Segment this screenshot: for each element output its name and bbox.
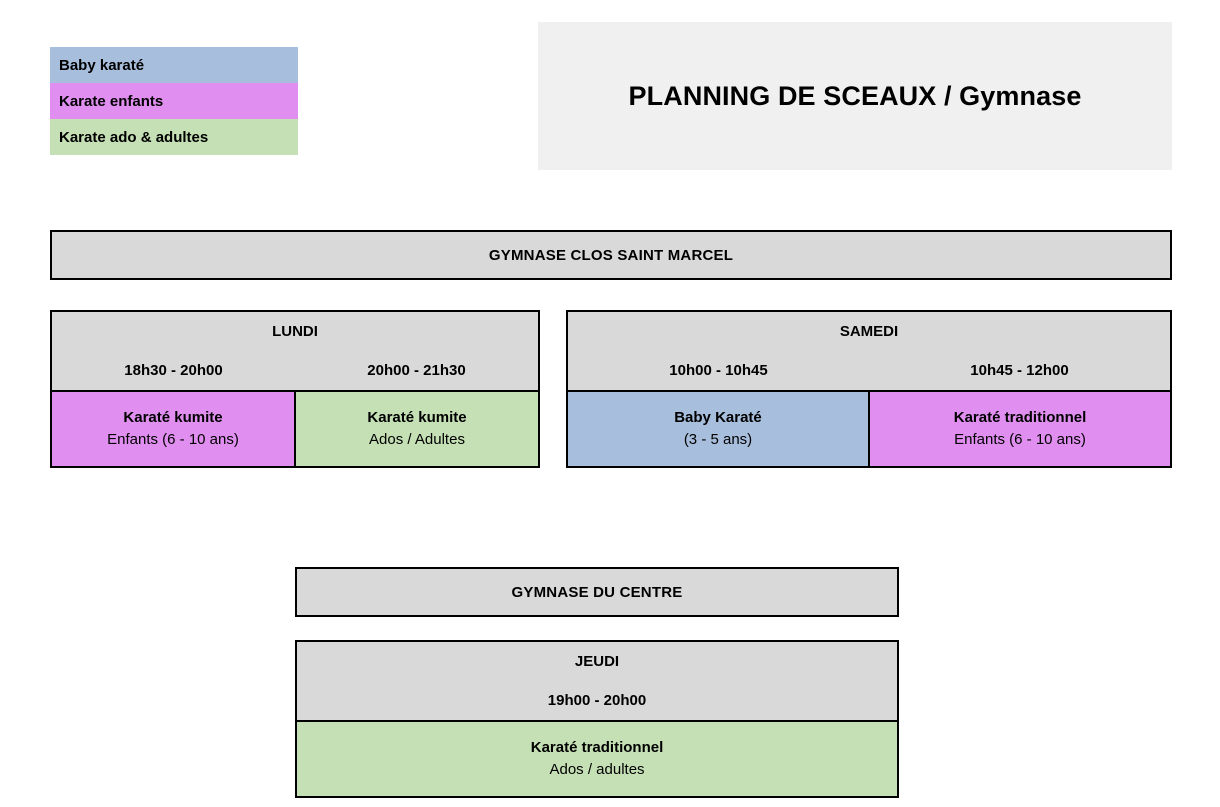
legend-item-karate-ado-adultes (50, 119, 298, 155)
class-title: Baby Karaté (674, 409, 762, 427)
legend-item-karate-enfants (50, 83, 298, 119)
day-table-lundi (50, 310, 540, 468)
slot-time: 19h00 - 20h00 (547, 691, 647, 709)
hall-name: GYMNASE CLOS SAINT MARCEL (488, 246, 734, 264)
class-cell (297, 722, 897, 796)
class-title: Karaté kumite (123, 409, 223, 427)
class-cell (568, 392, 868, 466)
day-table-jeudi (295, 640, 899, 798)
hall-header-clos-saint-marcel (50, 230, 1172, 280)
class-row (52, 390, 538, 466)
class-cell (868, 392, 1170, 466)
legend-label: Karate ado & adultes (59, 128, 209, 146)
class-cell (294, 392, 538, 466)
legend (50, 47, 298, 155)
page-title: PLANNING DE SCEAUX / Gymnase (628, 80, 1082, 111)
class-subtitle: Enfants (6 - 10 ans) (107, 431, 239, 448)
slot-time-row (297, 680, 897, 720)
class-subtitle: Enfants (6 - 10 ans) (954, 431, 1086, 448)
class-title: Karaté traditionnel (530, 739, 664, 757)
legend-label: Baby karaté (59, 56, 145, 74)
class-title: Karaté kumite (367, 409, 467, 427)
legend-item-baby-karate (50, 47, 298, 83)
slot-time: 18h30 - 20h00 (124, 361, 223, 379)
slot-time-row (52, 350, 538, 390)
class-row (297, 720, 897, 796)
day-name: SAMEDI (839, 322, 899, 340)
slot-time: 20h00 - 21h30 (367, 361, 466, 379)
slot-time: 10h00 - 10h45 (669, 361, 768, 379)
legend-label: Karate enfants (59, 92, 164, 110)
class-subtitle: Ados / Adultes (369, 431, 465, 448)
class-row (568, 390, 1170, 466)
slot-time: 10h45 - 12h00 (970, 361, 1069, 379)
hall-name: GYMNASE DU CENTRE (511, 583, 683, 601)
slot-time-row (568, 350, 1170, 390)
class-title: Karaté traditionnel (953, 409, 1087, 427)
day-name: JEUDI (574, 652, 620, 670)
class-cell (52, 392, 294, 466)
day-table-samedi (566, 310, 1172, 468)
class-subtitle: (3 - 5 ans) (683, 431, 753, 448)
page-title-banner (538, 22, 1172, 170)
class-subtitle: Ados / adultes (549, 761, 645, 778)
hall-header-du-centre (295, 567, 899, 617)
day-name: LUNDI (272, 322, 318, 340)
